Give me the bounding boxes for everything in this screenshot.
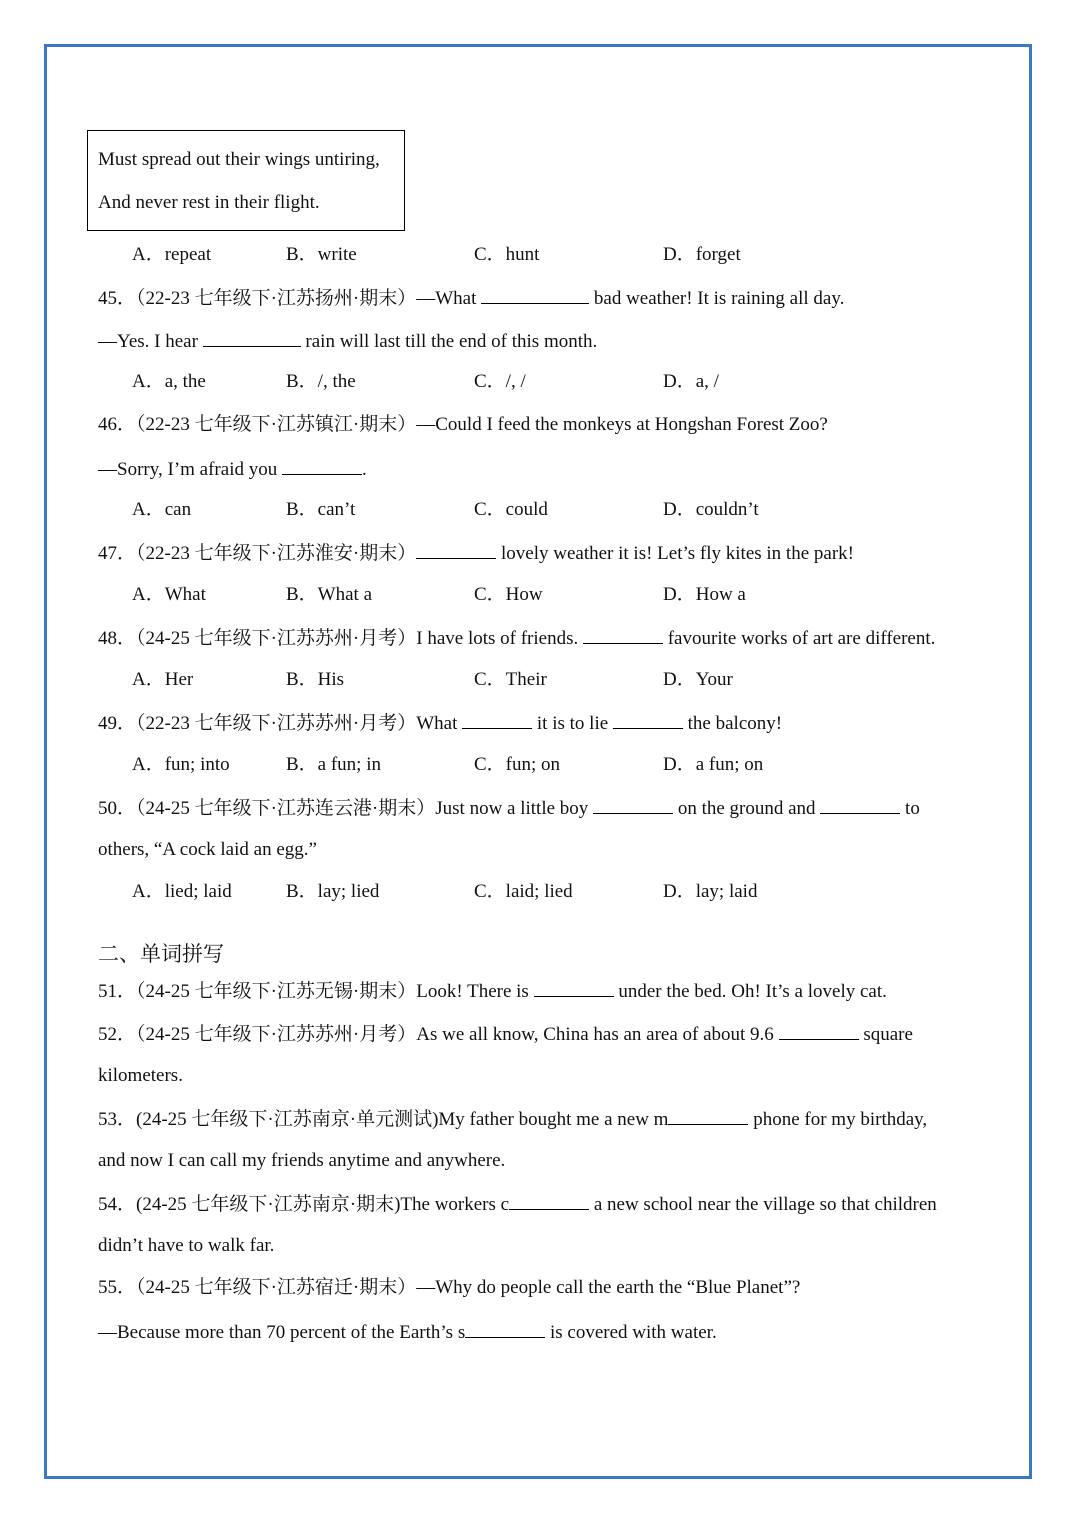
question-55 — [98, 1278, 800, 1297]
question-53 — [98, 1108, 927, 1129]
question-text: . — [361, 459, 367, 480]
question-number: 55． — [98, 1277, 137, 1298]
question-text: under the bed. Oh! It’s a lovely cat. — [618, 981, 887, 1002]
question-text: square — [863, 1024, 913, 1045]
option-a: A．can — [132, 499, 192, 520]
option-b: B．write — [286, 244, 357, 265]
question-48 — [98, 627, 935, 648]
poem-line-2: And never rest in their flight. — [98, 192, 320, 213]
question-source: （22-23 七年级下·江苏苏州·月考） — [136, 713, 417, 734]
answer-blank[interactable] — [481, 287, 589, 304]
question-source: (24-25 七年级下·江苏南京·单元测试) — [136, 1109, 439, 1130]
option-c: C．fun; on — [474, 754, 561, 775]
question-text: favourite works of art are different. — [667, 628, 936, 649]
option-b: B．can’t — [286, 499, 356, 520]
answer-blank[interactable] — [820, 797, 900, 814]
question-text: —Because more than 70 percent of the Earth’s s — [98, 1322, 466, 1343]
answer-blank[interactable] — [203, 330, 301, 347]
poem-line-1: Must spread out their wings untiring, — [98, 149, 380, 170]
answer-blank[interactable] — [465, 1321, 545, 1338]
question-text: lovely weather it is! Let’s fly kites in the park! — [501, 543, 854, 564]
question-text: to — [905, 798, 920, 819]
question-source: （24-25 七年级下·江苏苏州·月考） — [136, 628, 417, 649]
question-number: 50． — [98, 798, 137, 819]
question-number: 52． — [98, 1024, 137, 1045]
question-text: —What — [416, 288, 477, 309]
question-45-line-2 — [98, 330, 597, 351]
question-source: （24-25 七年级下·江苏无锡·期末） — [136, 981, 417, 1002]
section-heading: 二、单词拼写 — [98, 942, 224, 966]
question-source: （22-23 七年级下·江苏扬州·期末） — [136, 288, 417, 309]
question-text: the balcony! — [687, 713, 783, 734]
question-text: phone for my birthday, — [753, 1109, 928, 1130]
question-54 — [98, 1193, 937, 1214]
option-b: B．What a — [286, 584, 373, 605]
question-53-line-2: and now I can call my friends anytime and anywhere. — [98, 1150, 506, 1171]
question-50-line-2: others, “A cock laid an egg.” — [98, 839, 317, 860]
question-text: What — [416, 713, 458, 734]
question-text: on the ground and — [677, 798, 816, 819]
question-number: 54． — [98, 1194, 137, 1215]
option-d: D．couldn’t — [663, 499, 759, 520]
question-number: 53． — [98, 1109, 137, 1130]
option-c: C．could — [474, 499, 548, 520]
question-46 — [98, 415, 828, 434]
option-b: B．lay; lied — [286, 881, 380, 902]
question-46-line-2 — [98, 458, 367, 479]
option-c: C．/, / — [474, 371, 526, 392]
question-text: My father bought me a new m — [438, 1109, 669, 1130]
question-text: rain will last till the end of this month. — [305, 331, 598, 352]
question-number: 45． — [98, 288, 137, 309]
question-55-line-2 — [98, 1321, 717, 1342]
question-number: 51． — [98, 981, 137, 1002]
answer-blank[interactable] — [462, 712, 532, 729]
question-number: 46． — [98, 414, 137, 435]
poem-box — [87, 130, 405, 231]
option-c: C．Their — [474, 669, 547, 690]
question-45 — [98, 287, 844, 308]
question-source: （22-23 七年级下·江苏淮安·期末） — [136, 543, 417, 564]
question-source: （24-25 七年级下·江苏连云港·期末） — [136, 798, 436, 819]
question-52 — [98, 1023, 913, 1044]
question-text: Just now a little boy — [435, 798, 589, 819]
question-text: a new school near the village so that children — [593, 1194, 937, 1215]
answer-blank[interactable] — [613, 712, 683, 729]
question-47 — [98, 542, 854, 563]
question-text: is covered with water. — [549, 1322, 717, 1343]
question-54-line-2: didn’t have to walk far. — [98, 1235, 275, 1256]
question-52-line-2: kilometers. — [98, 1065, 183, 1086]
question-text: bad weather! It is raining all day. — [593, 288, 845, 309]
question-50 — [98, 797, 920, 818]
option-a: A．Her — [132, 669, 194, 690]
question-source: (24-25 七年级下·江苏南京·期末) — [136, 1194, 401, 1215]
option-b: B．/, the — [286, 371, 356, 392]
option-d: D．a fun; on — [663, 754, 764, 775]
answer-blank[interactable] — [416, 542, 496, 559]
option-b: B．His — [286, 669, 345, 690]
option-a: A．fun; into — [132, 754, 230, 775]
question-number: 49． — [98, 713, 137, 734]
option-d: D．lay; laid — [663, 881, 758, 902]
question-text: As we all know, China has an area of about 9.6 — [416, 1024, 774, 1045]
answer-blank[interactable] — [668, 1108, 748, 1125]
answer-blank[interactable] — [593, 797, 673, 814]
question-text: The workers c — [400, 1194, 510, 1215]
option-a: A．lied; laid — [132, 881, 232, 902]
question-text: Look! There is — [416, 981, 529, 1002]
option-c: C．laid; lied — [474, 881, 573, 902]
answer-blank[interactable] — [509, 1193, 589, 1210]
option-d: D．forget — [663, 244, 741, 265]
question-49 — [98, 712, 782, 733]
option-d: D．a, / — [663, 371, 719, 392]
option-d: D．Your — [663, 669, 733, 690]
question-source: （24-25 七年级下·江苏苏州·月考） — [136, 1024, 417, 1045]
question-source: （22-23 七年级下·江苏镇江·期末） — [136, 414, 417, 435]
question-text: —Sorry, I’m afraid you — [98, 459, 278, 480]
answer-blank[interactable] — [583, 627, 663, 644]
option-c: C．How — [474, 584, 543, 605]
question-number: 47． — [98, 543, 137, 564]
question-source: （24-25 七年级下·江苏宿迁·期末） — [136, 1277, 417, 1298]
option-b: B．a fun; in — [286, 754, 381, 775]
option-a: A．a, the — [132, 371, 206, 392]
answer-blank[interactable] — [534, 980, 614, 997]
question-number: 48． — [98, 628, 137, 649]
question-text: —Yes. I hear — [98, 331, 198, 352]
question-text: —Why do people call the earth the “Blue Planet”? — [416, 1277, 801, 1298]
option-c: C．hunt — [474, 244, 540, 265]
question-text: I have lots of friends. — [416, 628, 579, 649]
option-d: D．How a — [663, 584, 746, 605]
option-a: A．repeat — [132, 244, 212, 265]
question-51 — [98, 980, 887, 1001]
answer-blank[interactable] — [282, 458, 362, 475]
question-text: it is to lie — [536, 713, 609, 734]
question-text: —Could I feed the monkeys at Hongshan Forest Zoo? — [416, 414, 828, 435]
answer-blank[interactable] — [779, 1023, 859, 1040]
option-a: A．What — [132, 584, 206, 605]
